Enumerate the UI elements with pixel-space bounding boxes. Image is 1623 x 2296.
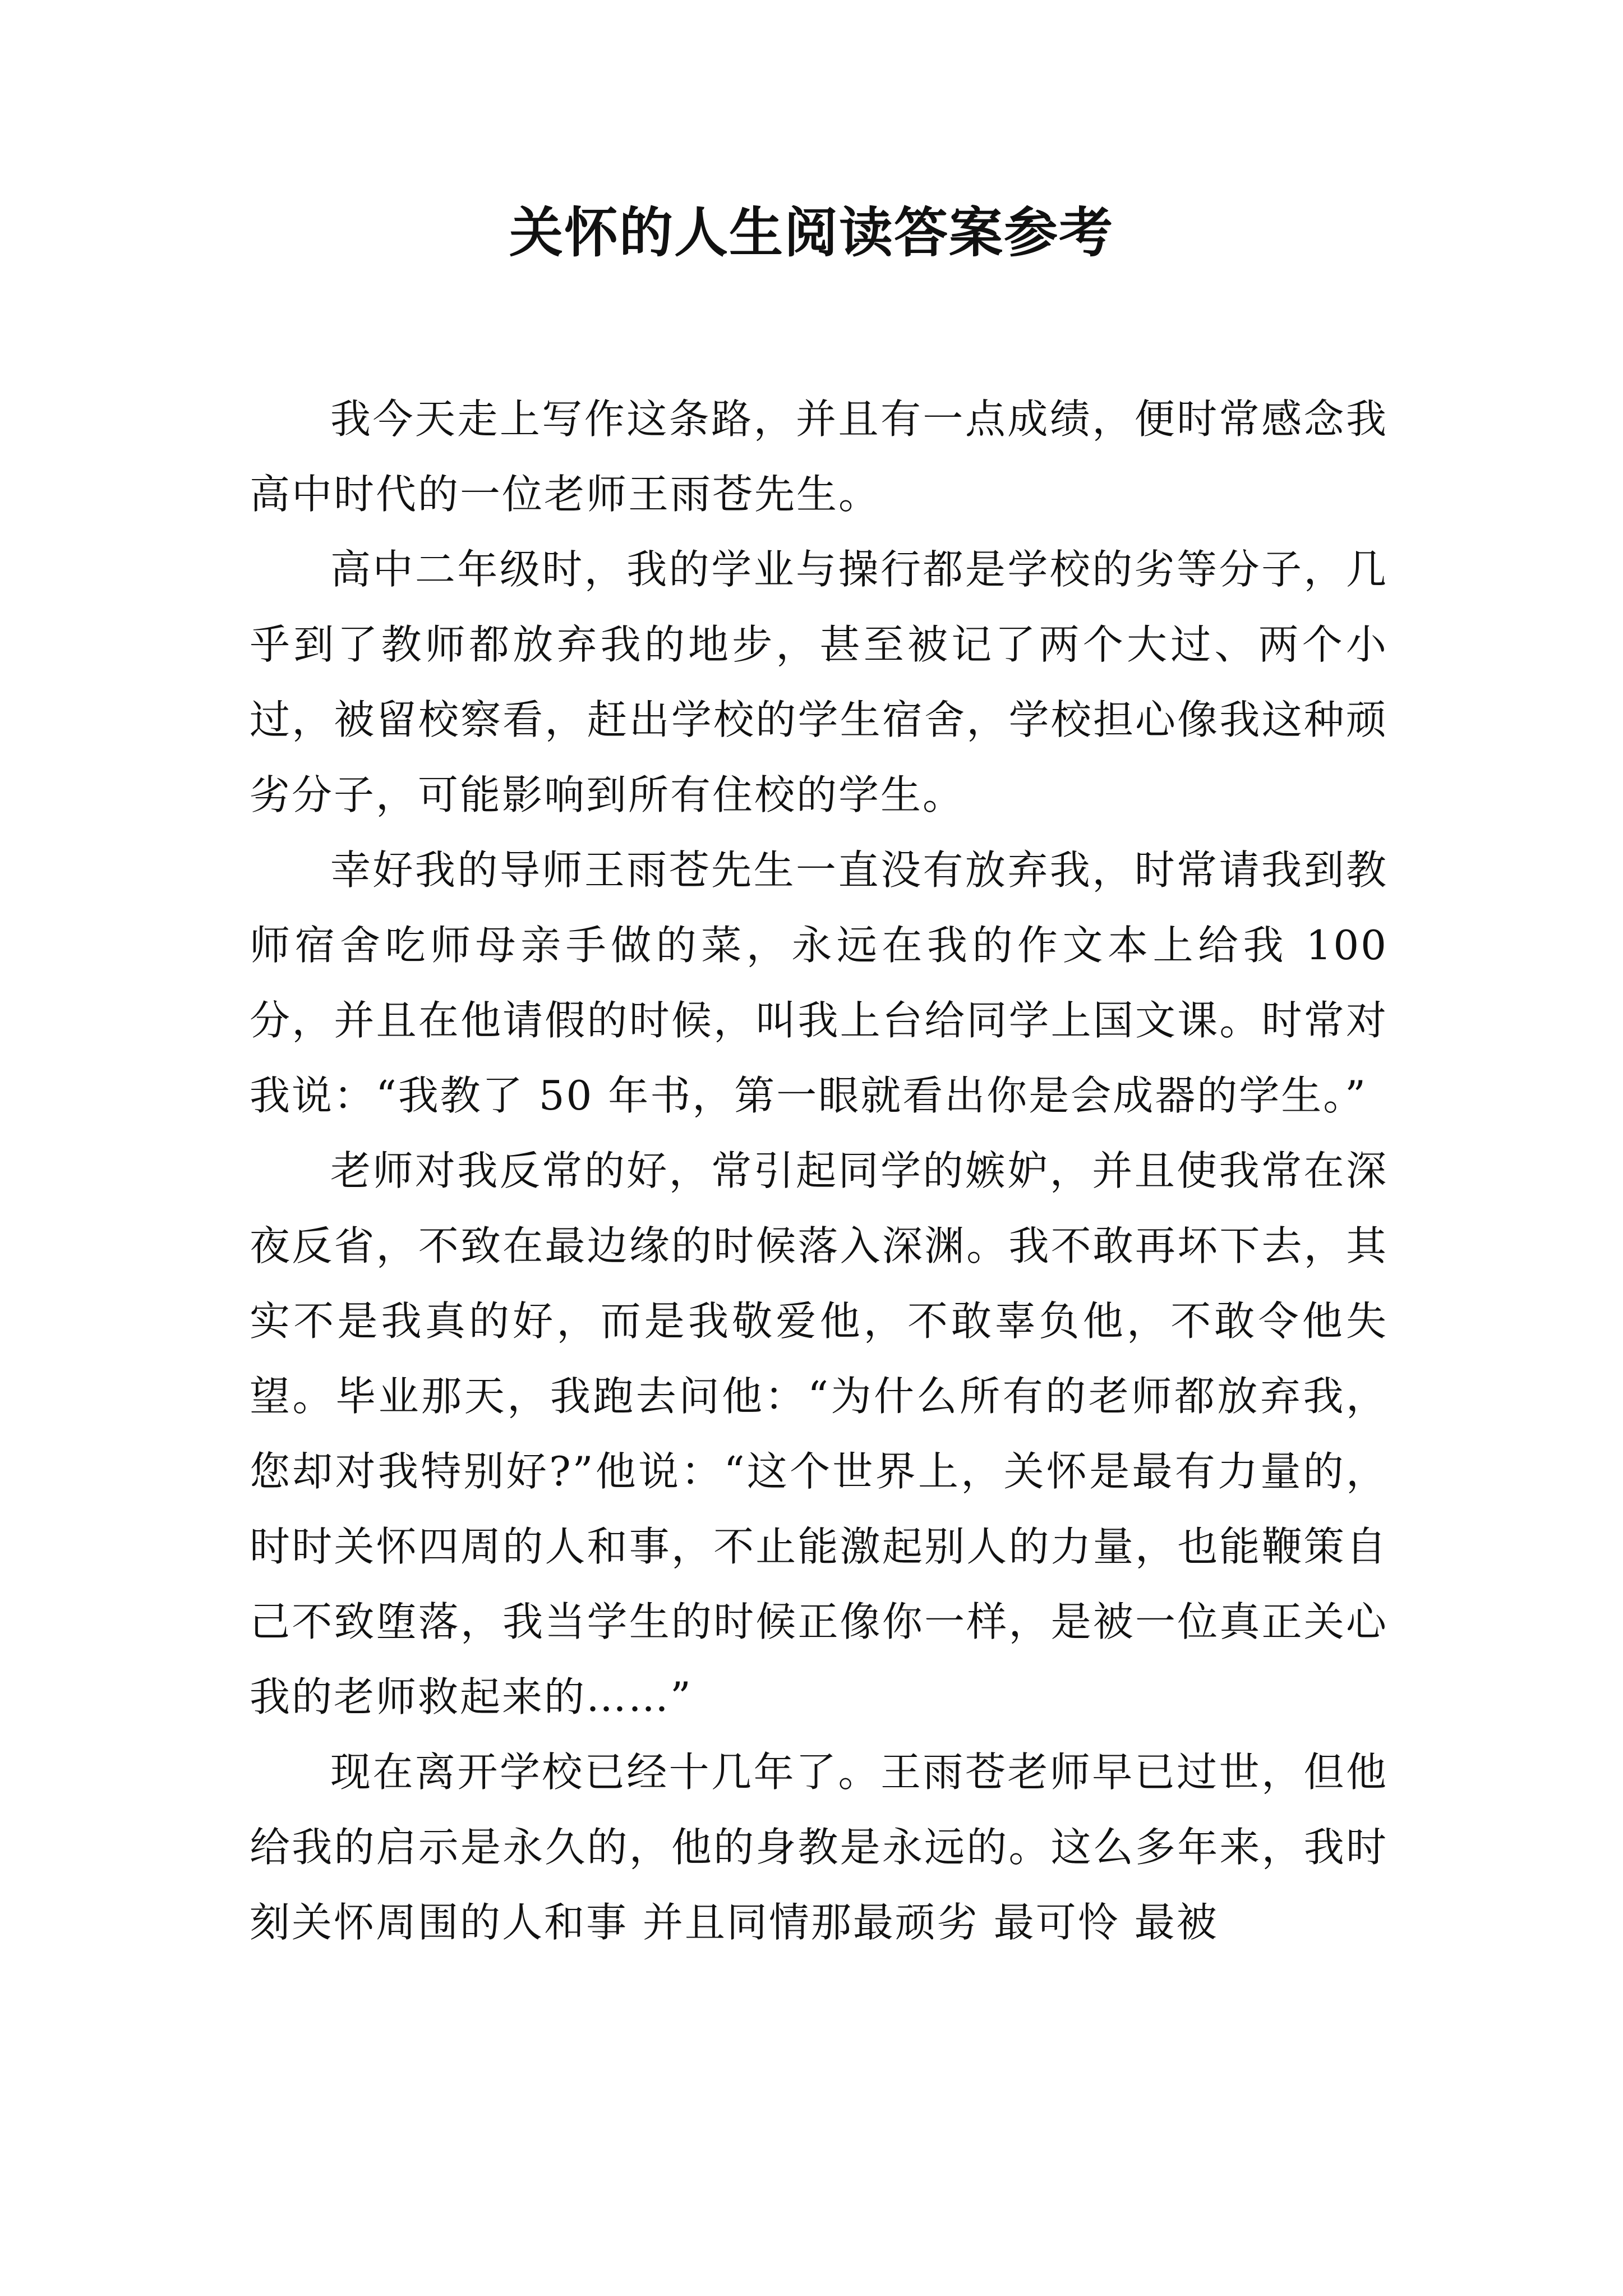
document-body bbox=[250, 381, 1388, 1960]
document-title: 关怀的人生阅读答案参考 bbox=[509, 201, 1114, 264]
paragraph: 高中二年级时，我的学业与操行都是学校的劣等分子，几乎到了教师都放弃我的地步，甚至被记了两个大过、两个小过，被留校察看，赶出学校的学生宿舍，学校担心像我这种顽劣分子，可能影响到所有住校的学生。 bbox=[250, 546, 1388, 818]
paragraph: 老师对我反常的好，常引起同学的嫉妒，并且使我常在深夜反省，不致在最边缘的时候落入深渊。我不敢再坏下去，其实不是我真的好，而是我敬爱他，不敢辜负他，不敢令他失望。毕业那天，我跑去问他：“为什么所有的老师都放弃我，您却对我特别好?”他说：“这个世界上，关怀是最有力量的，时时关怀四周的人和事，不止能激起别人的力量，也能鞭策自己不致堕落，我当学生的时候正像你一样，是被一位真正关心我的老师救起来的……” bbox=[250, 1147, 1388, 1720]
paragraph: 我今天走上写作这条路，并且有一点成绩，便时常感念我高中时代的一位老师王雨苍先生。 bbox=[250, 395, 1388, 518]
paragraph: 现在离开学校已经十几年了。王雨苍老师早已过世，但他给我的启示是永久的，他的身教是永远的。这么多年来，我时刻关怀周围的人和事 并且同情那最顽劣 最可怜 最被 bbox=[250, 1749, 1388, 1946]
paragraph: 幸好我的导师王雨苍先生一直没有放弃我，时常请我到教师宿舍吃师母亲手做的菜，永远在我的作文本上给我 100 分，并且在他请假的时候，叫我上台给同学上国文课。时常对我说：“我教了 50 年书，第一眼就看出你是会成器的学生。” bbox=[250, 846, 1388, 1119]
